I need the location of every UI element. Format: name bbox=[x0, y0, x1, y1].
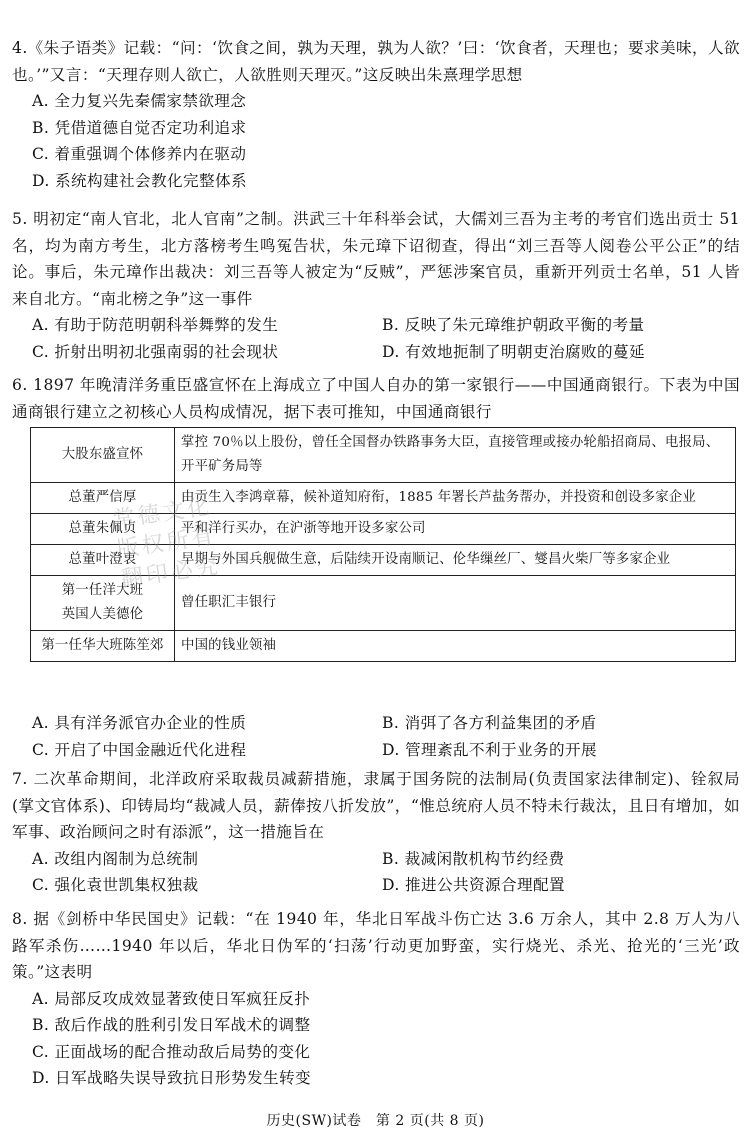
option-b: B. 凭借道德自觉否定功利追求 bbox=[32, 118, 247, 137]
option-b: B. 裁减闲散机构节约经费 bbox=[382, 849, 565, 868]
table-cell-detail: 曾任职汇丰银行 bbox=[175, 576, 736, 631]
option-c: C. 开启了中国金融近代化进程 bbox=[32, 740, 247, 759]
role-text: 总董叶澄衷 bbox=[68, 552, 137, 567]
table-cell-detail: 由贡生入李鸿章幕，候补道知府衔，1885 年署长芦盐务帮办，并投资和创设多家企业 bbox=[175, 483, 736, 514]
question-5 bbox=[12, 206, 740, 365]
option-b: B. 敌后作战的胜利引发日军战术的调整 bbox=[32, 1016, 311, 1034]
table-cell-detail: 中国的钱业领袖 bbox=[175, 631, 736, 662]
role-text: 第一任洋大班 bbox=[61, 583, 144, 598]
option-list bbox=[12, 88, 740, 194]
question-stem: 6. 1897 年晚清洋务重臣盛宣怀在上海成立了中国人自办的第一家银行——中国通商银行。下表为中国通商银行建立之初核心人员构成情况，据下表可推知，中国通商银行 bbox=[12, 376, 740, 421]
table-cell-detail: 掌控 70％以上股份，曾任全国督办铁路事务大臣，直接管理或接办轮船招商局、电报局、开平矿务局等 bbox=[175, 428, 736, 483]
option-c: C. 着重强调个体修养内在驱动 bbox=[32, 145, 247, 163]
table-cell-role bbox=[31, 483, 175, 514]
page-footer: 历史(SW)试卷 第 2 页(共 8 页) bbox=[266, 1113, 485, 1129]
table-cell-role bbox=[31, 576, 175, 631]
table-row bbox=[31, 514, 736, 545]
option-c: C. 正面战场的配合推动敌后局势的变化 bbox=[32, 1042, 311, 1061]
role-text: 第一任华大班陈笙郊 bbox=[41, 638, 164, 653]
role-text-line2: 英国人美德伦 bbox=[61, 607, 144, 622]
table-cell-detail: 平和洋行买办，在沪浙等地开设多家公司 bbox=[175, 514, 736, 545]
table-row bbox=[31, 631, 736, 662]
question-stem: 5. 明初定“南人官北，北人官南”之制。洪武三十年科举会试，大儒刘三吾为主考的考官们选出贡士 51 名，均为南方考生，北方落榜考生鸣冤告状，朱元璋下诏彻查，得出“刘三吾等人阅卷公平公正”的结论。事后，朱元璋作出裁决：刘三吾等人被定为“反贼”，严惩涉案官员，重新开列贡士名单，51 人皆来自北方。“南北榜之争”这一事件 bbox=[12, 210, 740, 308]
option-list bbox=[12, 986, 740, 1092]
option-d: D. 系统构建社会教化完整体系 bbox=[32, 171, 247, 190]
question-6-stem bbox=[12, 372, 740, 425]
table-row bbox=[31, 428, 736, 483]
table-cell-role bbox=[31, 514, 175, 545]
role-text: 大股东盛宣怀 bbox=[61, 447, 144, 462]
option-list bbox=[12, 710, 740, 763]
watermark-line: 翻印必究 bbox=[119, 553, 223, 593]
watermark-line: 常德文化 bbox=[111, 494, 214, 534]
role-text: 总董严信厚 bbox=[68, 490, 137, 505]
bank-personnel-table bbox=[30, 427, 736, 662]
option-b: B. 消弭了各方利益集团的矛盾 bbox=[382, 714, 597, 732]
option-d: D. 有效地扼制了明朝吏治腐败的蔓延 bbox=[382, 342, 645, 361]
option-d: D. 日军战略失误导致抗日形势发生转变 bbox=[32, 1069, 311, 1087]
option-a: A. 改组内阁制为总统制 bbox=[32, 849, 199, 868]
option-d: D. 推进公共资源合理配置 bbox=[382, 876, 565, 894]
option-a: A. 全力复兴先秦儒家禁欲理念 bbox=[32, 92, 247, 110]
option-c: C. 强化袁世凯集权独裁 bbox=[32, 876, 199, 894]
table-cell-role bbox=[31, 545, 175, 576]
option-list bbox=[12, 312, 740, 365]
option-c: C. 折射出明初北强南弱的社会现状 bbox=[32, 342, 279, 361]
question-4 bbox=[12, 35, 740, 194]
question-6-options bbox=[12, 710, 740, 763]
table-cell-detail: 早期与外国兵舰做生意，后陆续开设南顺记、伦华缫丝厂、燮昌火柴厂等多家企业 bbox=[175, 545, 736, 576]
table-row bbox=[31, 576, 736, 631]
question-8 bbox=[12, 906, 740, 1092]
table-cell-role bbox=[31, 428, 175, 483]
option-a: A. 具有洋务派官办企业的性质 bbox=[32, 714, 247, 732]
option-b: B. 反映了朱元璋维护朝政平衡的考量 bbox=[382, 316, 645, 334]
question-stem: 7. 二次革命期间，北洋政府采取裁员减薪措施，隶属于国务院的法制局(负责国家法律制定)、铨叙局(掌文官体系)、印铸局均“裁减人员，薪俸按八折发放”，“惟总统府人员不特未行裁汰，且日有增加，如军事、政治顾问之时有添派”，这一措施旨在 bbox=[12, 770, 740, 841]
option-d: D. 管理紊乱不利于业务的开展 bbox=[382, 740, 597, 759]
question-stem: 4.《朱子语类》记载：“问：‘饮食之间，孰为天理，孰为人欲？’曰：‘饮食者，天理也；要求美味，人欲也。’”又言：“天理存则人欲亡，人欲胜则天理灭。”这反映出朱熹理学思想 bbox=[12, 39, 740, 84]
question-stem: 8. 据《剑桥中华民国史》记载：“在 1940 年，华北日军战斗伤亡达 3.6 万余人，其中 2.8 万人为八路军杀伤……1940 年以后，华北日伪军的‘扫荡’行动更加野蛮，实行烧光、杀光、抢光的‘三光’政策。”这表明 bbox=[12, 910, 740, 981]
role-text: 总董朱佩贞 bbox=[68, 521, 137, 536]
option-a: A. 有助于防范明朝科举舞弊的发生 bbox=[32, 316, 279, 334]
option-list bbox=[12, 846, 740, 899]
option-a: A. 局部反攻成效显著致使日军疯狂反扑 bbox=[32, 989, 311, 1008]
table-cell-role bbox=[31, 631, 175, 662]
table-row bbox=[31, 545, 736, 576]
question-7 bbox=[12, 766, 740, 899]
table-row bbox=[31, 483, 736, 514]
watermark-line: 版权所有 bbox=[115, 524, 219, 563]
